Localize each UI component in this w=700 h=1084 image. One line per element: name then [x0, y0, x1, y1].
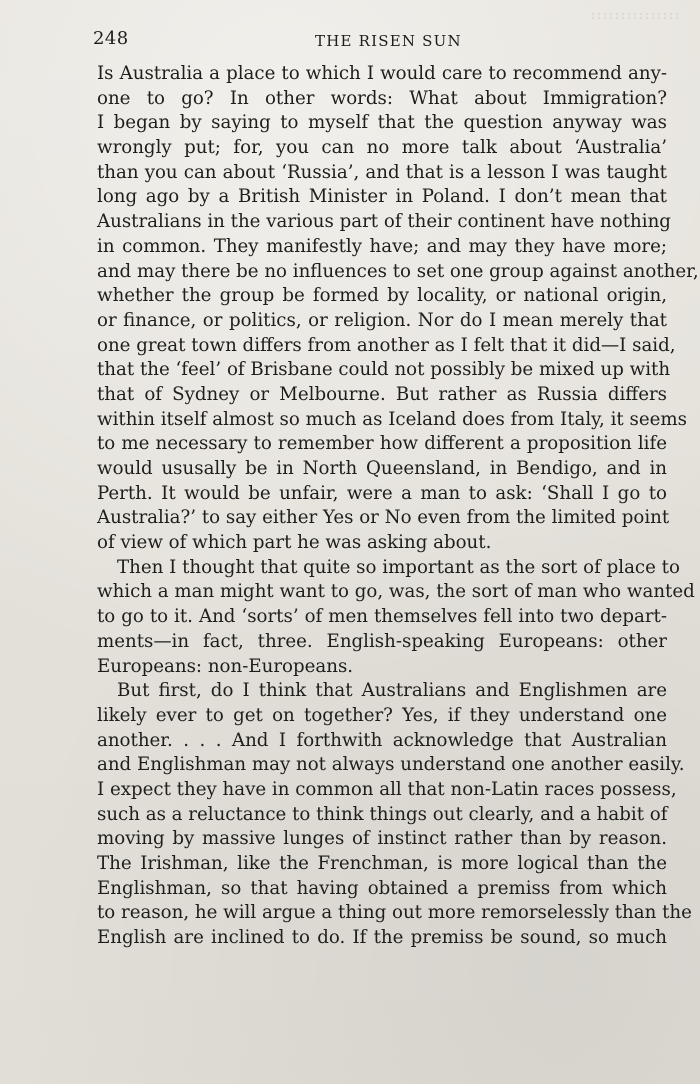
text-line: to go to it. And ‘sorts’ of men themselves fell into two depart- [97, 606, 667, 628]
page-header [93, 28, 665, 56]
text-line: Is Australia a place to which I would care to recommend any- [97, 63, 667, 84]
text-line: that of Sydney or Melbourne. But rather as Russia differs [97, 383, 667, 405]
text-line: or finance, or politics, or religion. Nor do I mean merely that [97, 309, 667, 331]
text-line: that the ‘feel’ of Brisbane could not possibly be mixed up with [97, 359, 671, 381]
text-line: I began by saying to myself that the question anyway was [97, 112, 667, 134]
text-line: such as a reluctance to think things out clearly, and a habit of [97, 803, 668, 825]
text-line: of view of which part he was asking about. [97, 532, 492, 554]
text-line: within itself almost so much as Iceland does from Italy, it seems [97, 408, 687, 430]
text-line: Europeans: non-Europeans. [97, 655, 354, 677]
page-body-text [97, 62, 699, 951]
text-line: Then I thought that quite so important as the sort of place to [117, 556, 680, 578]
running-head: THE RISEN SUN [315, 32, 462, 50]
text-line: whether the group be formed by locality, or national origin, [97, 285, 667, 307]
text-line: one great town differs from another as I felt that it did—I said, [97, 334, 676, 356]
text-line: one to go? In other words: What about Immigration? [97, 87, 667, 109]
text-line: moving by massive lunges of instinct rather than by reason. [97, 828, 667, 850]
text-line: I expect they have in common all that non-Latin races possess, [97, 778, 677, 800]
text-line: But first, do I think that Australians and Englishmen are [117, 680, 667, 702]
text-line: Australia?’ to say either Yes or No even from the limited point [97, 507, 670, 529]
text-line: and may there be no influences to set one group against another, [97, 260, 699, 282]
text-line: to reason, he will argue a thing out more remorselessly than the [97, 902, 692, 924]
text-line: another. . . . And I forthwith acknowledge that Australian [97, 729, 667, 751]
text-line: The Irishman, like the Frenchman, is more logical than the [97, 853, 667, 874]
text-line: Australians in the various part of their continent have nothing [97, 211, 671, 233]
text-line: likely ever to get on together? Yes, if they understand one [97, 704, 667, 726]
paper-speckle [590, 12, 680, 20]
text-line: would ususally be in North Queensland, in Bendigo, and in [97, 458, 667, 479]
text-line: wrongly put; for, you can no more talk about ‘Australia’ [97, 137, 667, 159]
text-line: to me necessary to remember how different a proposition life [97, 433, 667, 455]
text-line: Englishman, so that having obtained a premiss from which [97, 877, 667, 899]
text-line: than you can about ‘Russia’, and that is a lesson I was taught [97, 161, 667, 183]
text-line: which a man might want to go, was, the sort of man who wanted [97, 581, 695, 603]
page-number: 248 [93, 28, 129, 49]
text-line: English are inclined to do. If the premiss be sound, so much [97, 927, 667, 949]
text-line: Perth. It would be unfair, were a man to ask: ‘Shall I go to [97, 482, 667, 504]
text-line: ments—in fact, three. English-speaking Europeans: other [97, 630, 667, 652]
text-line: in common. They manifestly have; and may they have more; [97, 235, 667, 257]
text-line: and Englishman may not always understand one another easily. [97, 754, 685, 776]
text-line: long ago by a British Minister in Poland. I don’t mean that [97, 186, 667, 208]
